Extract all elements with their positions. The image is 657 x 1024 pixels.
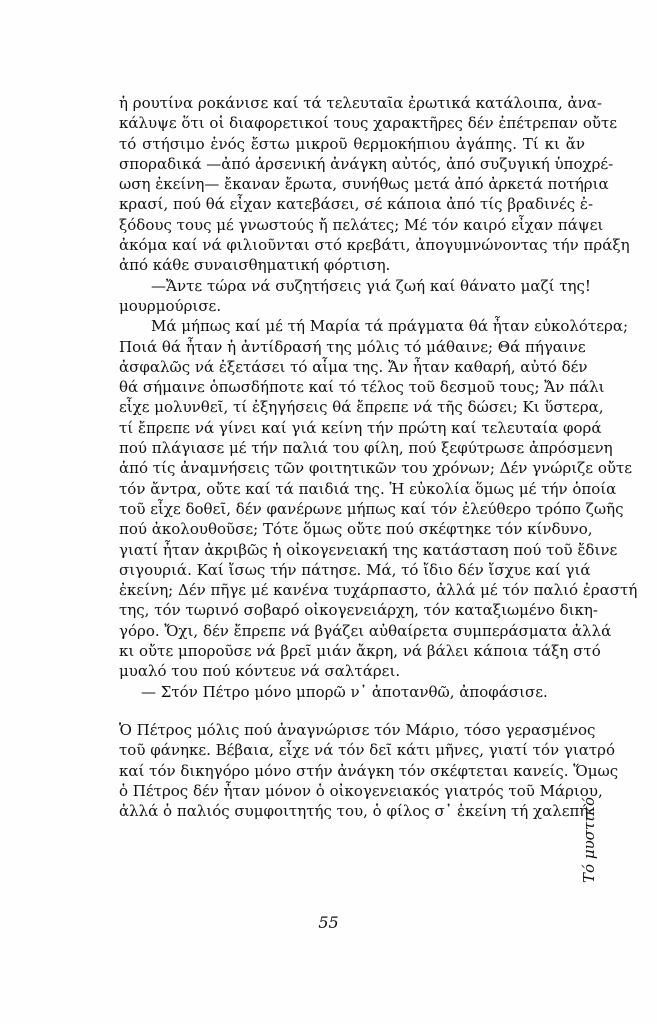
dialogue-line: —Ἄντε τώρα νά συζητήσεις γιά ζωή καί θάνατο μαζί της!: [151, 276, 591, 295]
text-line: ἀπό κάθε συναισθηματική φόρτιση.: [119, 256, 391, 275]
text-line: πού ἀκολουθοῦσε; Τότε ὅμως οὔτε πού σκέφτηκε τόν κίνδυνο,: [119, 520, 593, 539]
text-line: ἀπό τίς ἀναμνήσεις τῶν φοιτητικῶν του χρόνων; Δέν γνώριζε οὔτε: [119, 459, 633, 478]
text-line: καί τόν δικηγόρο μόνο στήν ἀνάγκη τόν σκέφτεται κανείς. Ὅμως: [119, 761, 619, 780]
text-line: ξόδους τους μέ γνωστούς ἤ πελάτες; Μέ τόν καιρό εἶχαν πάψει: [119, 215, 604, 234]
text-line: πού πλάγιασε μέ τήν παλιά του φίλη, πού ξεφύτρωσε ἀπρόσμενη: [119, 439, 613, 458]
text-line: ωση ἐκείνη— ἔκαναν ἔρωτα, συνήθως μετά ἀπό ἀρκετά ποτήρια: [119, 175, 609, 194]
text-line: σποραδικά —ἀπό ἀρσενική ἀνάγκη αὐτός, ἀπό συζυγική ὑποχρέ-: [119, 154, 614, 173]
text-line: τοῦ φάνηκε. Βέβαια, εἶχε νά τόν δεῖ κάτι μῆνες, γιατί τόν γιατρό: [119, 741, 616, 760]
section-break: [119, 702, 585, 720]
page-number: 55: [318, 913, 339, 932]
text-line: ἀκόμα καί νά φιλιοῦνται στό κρεβάτι, ἀπογυμνώνοντας τήν πράξη: [119, 236, 630, 255]
text-line: της, τόν τωρινό σοβαρό οἰκογενειάρχη, τόν καταξιωμένο δικη-: [119, 601, 598, 620]
text-line: τό στήσιμο ἑνός ἔστω μικροῦ θερμοκήπιου ἀγάπης. Τί κι ἄν: [119, 134, 585, 153]
text-line: μουρμούρισε.: [119, 296, 222, 315]
text-line: Ποιά θά ἦταν ἡ ἀντίδρασή της μόλις τό μάθαινε; Θά πήγαινε: [119, 337, 586, 356]
text-line: ἀσφαλῶς νά ἐξετάσει τό αἷμα της. Ἄν ἦταν καθαρή, αὐτό δέν: [119, 357, 588, 376]
text-line: ἡ ρουτίνα ροκάνισε καί τά τελευταῖα ἐρωτικά κατάλοιπα, ἀνα-: [119, 94, 602, 112]
running-head: Τό μυστικό: [580, 797, 598, 883]
text-line: εἶχε μολυνθεῖ, τί ἐξηγήσεις θά ἔπρεπε νά τῆς δώσει; Κι ὕστερα,: [119, 398, 604, 417]
text-line: ἐκείνη; Δέν πῆγε μέ κανένα τυχάρπαστο, ἀλλά μέ τόν παλιό ἐραστή: [119, 581, 638, 600]
text-line: ἀλλά ὁ παλιός συμφοιτητής του, ὁ φίλος σ᾽ ἐκείνη τή χαλεπή: [119, 802, 589, 821]
dialogue-line: — Στόν Πέτρο μόνο μπορῶ ν᾽ ἀποτανθῶ, ἀποφάσισε.: [141, 682, 548, 701]
text-line: κρασί, πού θά εἶχαν κατεβάσει, σέ κάποια ἀπό τίς βραδινές ἐ-: [119, 195, 594, 214]
text-line: γόρο. Ὄχι, δέν ἔπρεπε νά βγάζει αὐθαίρετα συμπεράσματα ἀλλά: [119, 621, 612, 640]
text-line: κάλυψε ὅτι οἱ διαφορετικοί τους χαρακτῆρες δέν ἐπέτρεπαν οὔτε: [119, 114, 618, 133]
text-line: τί ἔπρεπε νά γίνει καί γιά κείνη τήν πρώτη καί τελευταία φορά: [119, 418, 602, 437]
paragraph-start: Μά μήπως καί μέ τή Μαρία τά πράγματα θά ἦταν εὐκολότερα;: [151, 317, 629, 336]
text-line: ὁ Πέτρος δέν ἦταν μόνον ὁ οἰκογενειακός γιατρός τοῦ Μάριου,: [119, 781, 603, 800]
text-line: θά σήμαινε ὁπωσδήποτε καί τό τέλος τοῦ δεσμοῦ τους; Ἄν πάλι: [119, 378, 605, 397]
text-line: γιατί ἦταν ἀκριβῶς ἡ οἰκογενειακή της κατάσταση πού τοῦ ἔδινε: [119, 540, 618, 559]
text-line: μυαλό του πού κόντευε νά σαλτάρει.: [119, 662, 401, 681]
body-text: [119, 93, 638, 821]
section-start: Ὁ Πέτρος μόλις πού ἀναγνώρισε τόν Μάριο, τόσο γερασμένος: [119, 720, 596, 739]
text-line: κι οὔτε μποροῦσε νά βρεῖ μιάν ἄκρη, νά βάλει κάποια τάξη στό: [119, 642, 601, 661]
text-line: τόν ἄντρα, οὔτε καί τά παιδιά της. Ἡ εὐκολία ὅμως μέ τήν ὁποία: [119, 479, 617, 498]
text-line: σιγουριά. Καί ἴσως τήν πάτησε. Μά, τό ἴδιο δέν ἴσχυε καί γιά: [119, 560, 591, 579]
text-line: τοῦ εἶχε δοθεῖ, δέν φανέρωνε μήπως καί τόν ἐλεύθερο τρόπο ζωῆς: [119, 499, 624, 518]
